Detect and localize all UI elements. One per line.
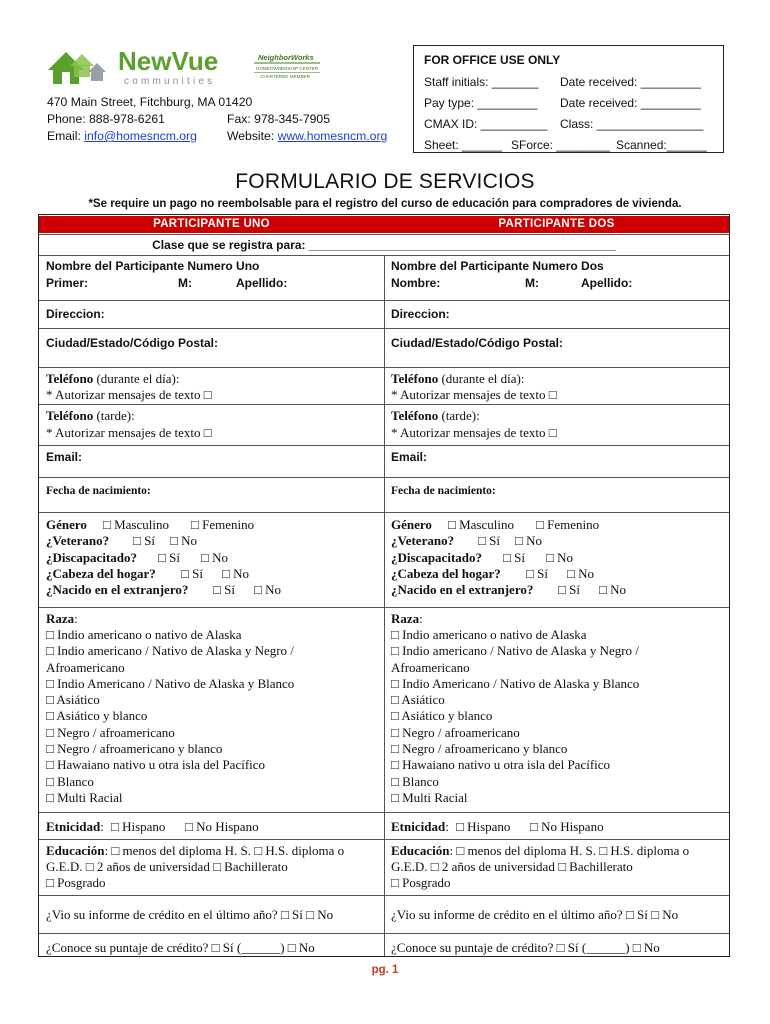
city-state-zip-field[interactable]: Ciudad/Estado/Código Postal: — [391, 336, 564, 350]
disabled-yes[interactable]: □ Sí — [158, 550, 180, 565]
website-link[interactable]: www.homesncm.org — [277, 129, 388, 143]
phone-day-field[interactable]: Teléfono (durante el día): — [391, 371, 525, 386]
male-checkbox[interactable]: □ Masculino — [448, 517, 514, 532]
first-name-field[interactable]: Primer: — [46, 276, 89, 290]
phone-day-field[interactable]: Teléfono (durante el día): — [46, 371, 180, 386]
disabled-label: ¿Discapacitado? — [391, 550, 482, 565]
education-line1[interactable]: Educación: □ menos del diploma H. S. □ H.S. diploma o — [46, 843, 345, 858]
cmax-id: CMAX ID: __________ — [424, 117, 548, 131]
race-option: Afroamericano — [46, 659, 125, 675]
race-options — [46, 627, 294, 806]
disabled-label: ¿Discapacitado? — [46, 550, 137, 565]
svg-text:HOMEOWNERSHIP CENTER: HOMEOWNERSHIP CENTER — [256, 66, 319, 71]
disabled-no[interactable]: □ No — [201, 550, 228, 565]
female-checkbox[interactable]: □ Femenino — [191, 517, 255, 532]
race-option[interactable]: □ Asiático — [46, 692, 100, 708]
date-received-2: Date received: _________ — [560, 96, 701, 110]
born-abroad-no[interactable]: □ No — [254, 582, 281, 597]
race-option[interactable]: □ Asiático y blanco — [46, 708, 148, 724]
head-of-household-label: ¿Cabeza del hogar? — [46, 566, 156, 581]
race-option[interactable]: □ Asiático — [391, 692, 445, 708]
neighborworks-logo — [252, 52, 322, 82]
race-option[interactable]: □ Blanco — [46, 773, 94, 789]
credit-score-question[interactable]: ¿Conoce su puntaje de crédito? □ Sí (______) □ No — [46, 940, 315, 955]
svg-text:NewVue: NewVue — [118, 46, 219, 76]
born-abroad-yes[interactable]: □ Sí — [558, 582, 580, 597]
head-of-household-no[interactable]: □ No — [222, 566, 249, 581]
born-abroad-no[interactable]: □ No — [599, 582, 626, 597]
race-options — [391, 627, 639, 806]
service-form-table — [38, 214, 730, 957]
office-use-box — [413, 45, 724, 153]
race-label: Raza: — [46, 611, 78, 626]
name-heading: Nombre del Participante Numero Dos — [391, 259, 604, 273]
authorize-text-day[interactable]: * Autorizar mensajes de texto □ — [391, 387, 557, 402]
class-field: Class: ________________ — [560, 117, 704, 131]
credit-report-question[interactable]: ¿Vio su informe de crédito en el último año? □ Sí □ No — [391, 907, 679, 922]
disabled-yes[interactable]: □ Sí — [503, 550, 525, 565]
veteran-label: ¿Veterano? — [46, 533, 110, 548]
race-option[interactable]: □ Blanco — [391, 773, 439, 789]
race-option[interactable]: □ Negro / afroamericano y blanco — [391, 741, 568, 757]
race-option[interactable]: □ Indio americano / Nativo de Alaska y Negro / — [46, 643, 294, 659]
participant-one-header: PARTICIPANTE UNO — [39, 216, 384, 233]
svg-text:NeighborWorks: NeighborWorks — [258, 53, 314, 62]
newvue-logo — [44, 42, 244, 88]
dob-field[interactable]: Fecha de nacimiento: — [391, 485, 496, 497]
last-name-field[interactable]: Apellido: — [236, 276, 288, 290]
page-number: pg. 1 — [371, 964, 399, 976]
hispanic-checkbox[interactable]: □ Hispano — [456, 819, 511, 834]
veteran-yes[interactable]: □ Sí — [478, 533, 500, 548]
race-option[interactable]: □ Hawaiano nativo u otra isla del Pacífico — [46, 757, 266, 773]
fee-note: *Se require un pago no reembolsable para el registro del curso de educación para compradores de vivienda. — [88, 198, 682, 210]
email-link[interactable]: info@homesncm.org — [84, 129, 197, 143]
pay-type: Pay type: _________ — [424, 96, 538, 110]
email-label: Email: — [47, 129, 85, 143]
veteran-no[interactable]: □ No — [170, 533, 197, 548]
veteran-no[interactable]: □ No — [515, 533, 542, 548]
last-name-field[interactable]: Apellido: — [581, 276, 633, 290]
phone-evening-field[interactable]: Teléfono (tarde): — [46, 408, 135, 423]
office-use-title: FOR OFFICE USE ONLY — [424, 53, 561, 67]
race-option[interactable]: □ Indio Americano / Nativo de Alaska y Blanco — [391, 675, 640, 691]
race-option[interactable]: □ Indio americano o nativo de Alaska — [391, 627, 587, 642]
veteran-yes[interactable]: □ Sí — [133, 533, 155, 548]
first-name-field[interactable]: Nombre: — [391, 276, 441, 290]
head-of-household-yes[interactable]: □ Sí — [181, 566, 203, 581]
race-option[interactable]: □ Multi Racial — [46, 789, 123, 805]
race-option[interactable]: □ Negro / afroamericano — [391, 724, 520, 740]
race-option[interactable]: □ Negro / afroamericano y blanco — [46, 741, 223, 757]
scanned-field: Scanned:______ — [616, 138, 707, 152]
participant-two-header: PARTICIPANTE DOS — [384, 216, 729, 233]
race-option[interactable]: □ Indio americano o nativo de Alaska — [46, 627, 242, 642]
dob-field[interactable]: Fecha de nacimiento: — [46, 485, 151, 497]
date-received-1: Date received: _________ — [560, 75, 701, 89]
race-option: Afroamericano — [391, 659, 470, 675]
address-field[interactable]: Direccion: — [391, 307, 450, 321]
gender-row: Género — [46, 517, 87, 532]
female-checkbox[interactable]: □ Femenino — [536, 517, 600, 532]
svg-text:communities: communities — [124, 76, 216, 87]
ethnicity-label: Etnicidad: — [391, 819, 449, 834]
city-state-zip-field[interactable]: Ciudad/Estado/Código Postal: — [46, 336, 219, 350]
authorize-text-evening[interactable]: * Autorizar mensajes de texto □ — [46, 425, 212, 440]
org-fax: Fax: 978-345-7905 — [227, 112, 330, 126]
non-hispanic-checkbox[interactable]: □ No Hispano — [185, 819, 259, 834]
authorize-text-day[interactable]: * Autorizar mensajes de texto □ — [46, 387, 212, 402]
education-line3[interactable]: □ Posgrado — [46, 875, 106, 890]
disabled-no[interactable]: □ No — [546, 550, 573, 565]
org-address: 470 Main Street, Fitchburg, MA 01420 — [47, 95, 253, 109]
credit-report-question[interactable]: ¿Vio su informe de crédito en el último año? □ Sí □ No — [46, 907, 334, 922]
race-label: Raza: — [391, 611, 423, 626]
sheet-field: Sheet: ______ — [424, 138, 503, 152]
education-line2[interactable]: G.E.D. □ 2 años de universidad □ Bachillerato — [46, 859, 288, 874]
website-label: Website: — [227, 129, 278, 143]
sforce-field: SForce: ________ — [511, 138, 610, 152]
org-phone: Phone: 888-978-6261 — [47, 112, 165, 126]
non-hispanic-checkbox[interactable]: □ No Hispano — [530, 819, 604, 834]
hispanic-checkbox[interactable]: □ Hispano — [111, 819, 166, 834]
education-line1[interactable]: Educación: □ menos del diploma H. S. □ H.S. diploma o — [391, 843, 690, 858]
form-title: FORMULARIO DE SERVICIOS — [235, 170, 535, 193]
address-field[interactable]: Direccion: — [46, 307, 105, 321]
org-phone-fax — [47, 111, 407, 128]
race-option[interactable]: □ Asiático y blanco — [391, 708, 493, 724]
org-contact — [47, 128, 407, 145]
head-of-household-no[interactable]: □ No — [567, 566, 594, 581]
race-option[interactable]: □ Indio Americano / Nativo de Alaska y Blanco — [46, 675, 295, 691]
race-option[interactable]: □ Multi Racial — [391, 789, 468, 805]
head-of-household-yes[interactable]: □ Sí — [526, 566, 548, 581]
gender-row: Género — [391, 517, 432, 532]
race-option[interactable]: □ Negro / afroamericano — [46, 724, 175, 740]
born-abroad-label: ¿Nacido en el extranjero? — [391, 582, 534, 597]
middle-initial-field[interactable]: M: — [525, 276, 539, 290]
middle-initial-field[interactable]: M: — [178, 276, 192, 290]
male-checkbox[interactable]: □ Masculino — [103, 517, 169, 532]
education-line3[interactable]: □ Posgrado — [391, 875, 451, 890]
email-field[interactable]: Email: — [391, 450, 428, 464]
born-abroad-yes[interactable]: □ Sí — [213, 582, 235, 597]
ethnicity-label: Etnicidad: — [46, 819, 104, 834]
class-registration-field[interactable]: Clase que se registra para: ______________________________________________ — [152, 238, 616, 252]
education-line2[interactable]: G.E.D. □ 2 años de universidad □ Bachillerato — [391, 859, 633, 874]
race-option[interactable]: □ Hawaiano nativo u otra isla del Pacífico — [391, 757, 611, 773]
svg-text:CHARTERED MEMBER: CHARTERED MEMBER — [260, 74, 310, 79]
phone-evening-field[interactable]: Teléfono (tarde): — [391, 408, 480, 423]
name-heading: Nombre del Participante Numero Uno — [46, 259, 260, 273]
race-option[interactable]: □ Indio americano / Nativo de Alaska y Negro / — [391, 643, 639, 659]
veteran-label: ¿Veterano? — [391, 533, 455, 548]
staff-initials: Staff initials: _______ — [424, 75, 539, 89]
email-field[interactable]: Email: — [46, 450, 83, 464]
credit-score-question[interactable]: ¿Conoce su puntaje de crédito? □ Sí (______) □ No — [391, 940, 660, 955]
authorize-text-evening[interactable]: * Autorizar mensajes de texto □ — [391, 425, 557, 440]
born-abroad-label: ¿Nacido en el extranjero? — [46, 582, 189, 597]
head-of-household-label: ¿Cabeza del hogar? — [391, 566, 501, 581]
